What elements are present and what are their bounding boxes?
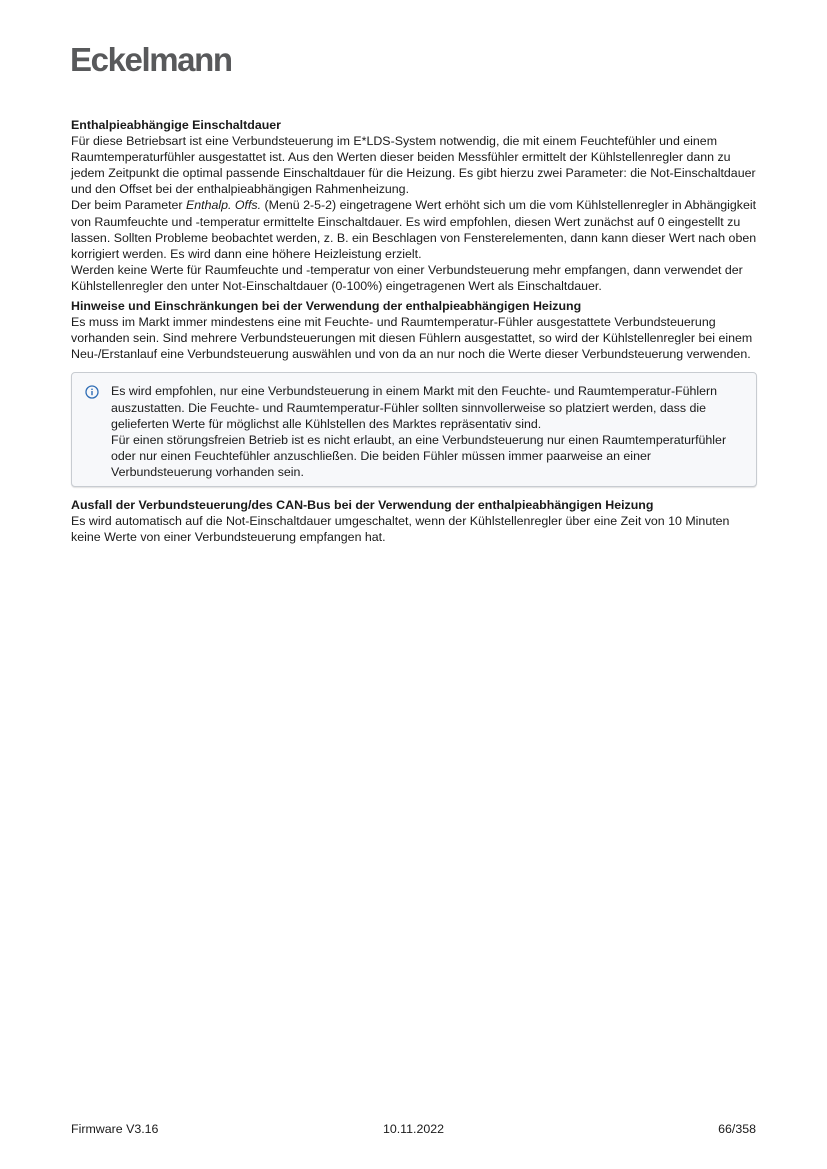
paragraph: Für diese Betriebsart ist eine Verbundsteuerung im E*LDS-System notwendig, die mit einem Feuchtefühler und einem Raumtemperaturfühler ausgestattet ist. Aus den Werten dieser beiden Messfühler ermittelt der Kühlstellenregler dann zu jedem Zeitpunkt die optimal passende Einschaltdauer für die Heizung. Es gibt hierzu zwei Parameter: die Not-Einschaltdauer und den Offset bei der enthalpieabhängigen Rahmenheizung. xyxy=(71,134,756,197)
footer-date: 10.11.2022 xyxy=(382,1122,445,1136)
page-footer xyxy=(71,1121,756,1139)
note-paragraph: Es wird empfohlen, nur eine Verbundsteuerung in einem Markt mit den Feuchte- und Raumtemperatur-Fühlern auszustatten. Die Feuchte- und Raumtemperatur-Fühler sollten sinnvollerweise so platziert werden, dass die gelieferten Werte für möglichst alle Kühlstellen des Marktes repräsentativ sind. xyxy=(111,384,718,431)
company-logo: Eckelmann xyxy=(70,41,232,78)
note-text xyxy=(111,383,744,480)
section-heading: Ausfall der Verbundsteuerung/des CAN-Bus bei der Verwendung der enthalpieabhängigen Heizung xyxy=(71,497,654,512)
document-body xyxy=(71,117,761,545)
parameter-name: Enthalp. Offs. xyxy=(186,198,262,213)
paragraph: Werden keine Werte für Raumfeuchte und -temperatur von einer Verbundsteuerung mehr empfangen, dann verwendet der Kühlstellenregler den unter Not-Einschaltdauer (0-100%) eingetragenen Wert als Einschaltdauer. xyxy=(71,262,743,293)
info-note-box xyxy=(71,372,757,487)
section-enthalpy-duration xyxy=(71,117,761,294)
section-heading: Enthalpieabhängige Einschaltdauer xyxy=(71,118,281,132)
section-can-bus-failure xyxy=(71,497,761,545)
note-paragraph: Für einen störungsfreien Betrieb ist es nicht erlaubt, an eine Verbundsteuerung nur einen Raumtemperaturfühler oder nur einen Feuchtefühler anzuschließen. Die beiden Fühler müssen immer paarweise an einer Verbundsteuerung vorhanden sein. xyxy=(111,432,727,479)
section-notes-restrictions xyxy=(71,298,761,362)
info-icon xyxy=(85,385,99,399)
paragraph xyxy=(71,197,761,261)
paragraph: Es muss im Markt immer mindestens eine mit Feuchte- und Raumtemperatur-Fühler ausgestattete Verbundsteuerung vorhanden sein. Sind mehrere Verbundsteuerungen mit diesen Fühlern ausgestattet, so wird der Kühlstellenregler bei einem Neu-/Erstanlauf eine Verbundsteuerung auswählen und von da an nur noch die Werte dieser Verbundsteuerung verwenden. xyxy=(71,315,753,362)
footer-page-number: 66/358 xyxy=(718,1122,756,1136)
paragraph-text: (Menü 2-5-2) eingetragene Wert erhöht sich um die vom Kühlstellenregler in Abhängigkeit von Raumfeuchte und -temperatur ermittelte Einschaltdauer. Es wird empfohlen, diesen Wert zunächst auf 0 eingestellt zu lassen. Sollten Probleme beobachtet werden, z. B. ein Beschlagen von Fensterelementen, dann kann dieser Wert nach oben korrigiert werden. Es wird dann eine höhere Heizleistung erzielt. xyxy=(71,198,757,261)
footer-firmware: Firmware V3.16 xyxy=(71,1122,159,1136)
paragraph: Es wird automatisch auf die Not-Einschaltdauer umgeschaltet, wenn der Kühlstellenregler über eine Zeit von 10 Minuten keine Werte von einer Verbundsteuerung empfangen hat. xyxy=(71,514,730,545)
paragraph-text: Der beim Parameter xyxy=(71,198,186,213)
section-heading: Hinweise und Einschränkungen bei der Verwendung der enthalpieabhängigen Heizung xyxy=(71,299,582,314)
